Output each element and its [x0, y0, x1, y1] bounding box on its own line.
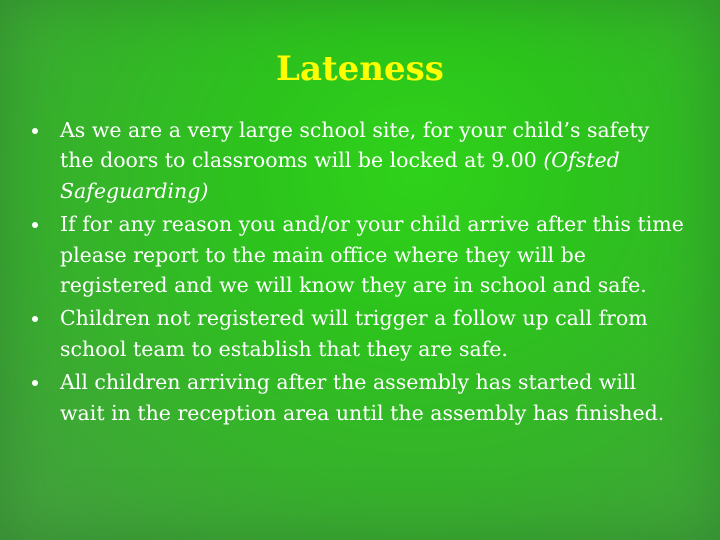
bullet-italic-note: (Ofsted Safeguarding) [60, 148, 620, 203]
bullet-item-doors-locked [32, 115, 687, 206]
bullet-text: Children not registered will trigger a follow up call from school team to establish that they are safe. [60, 306, 648, 361]
bullet-dot-icon [32, 380, 38, 386]
bullet-item-report-office [32, 209, 687, 300]
bullet-text: As we are a very large school site, for your child’s safety the doors to classrooms will be locked at 9.00 [60, 118, 650, 173]
bullet-dot-icon [32, 316, 38, 322]
bullet-dot-icon [32, 128, 38, 134]
bullet-list [32, 115, 687, 431]
bullet-item-reception-wait [32, 367, 687, 428]
bullet-dot-icon [32, 222, 38, 228]
bullet-text: All children arriving after the assembly has started will wait in the reception area until the assembly has finished. [60, 370, 665, 425]
slide-title: Lateness [276, 49, 444, 89]
bullet-text: If for any reason you and/or your child arrive after this time please report to the main office where they will be registered and we will know they are in school and safe. [60, 212, 684, 298]
bullet-item-follow-up-call [32, 303, 687, 364]
